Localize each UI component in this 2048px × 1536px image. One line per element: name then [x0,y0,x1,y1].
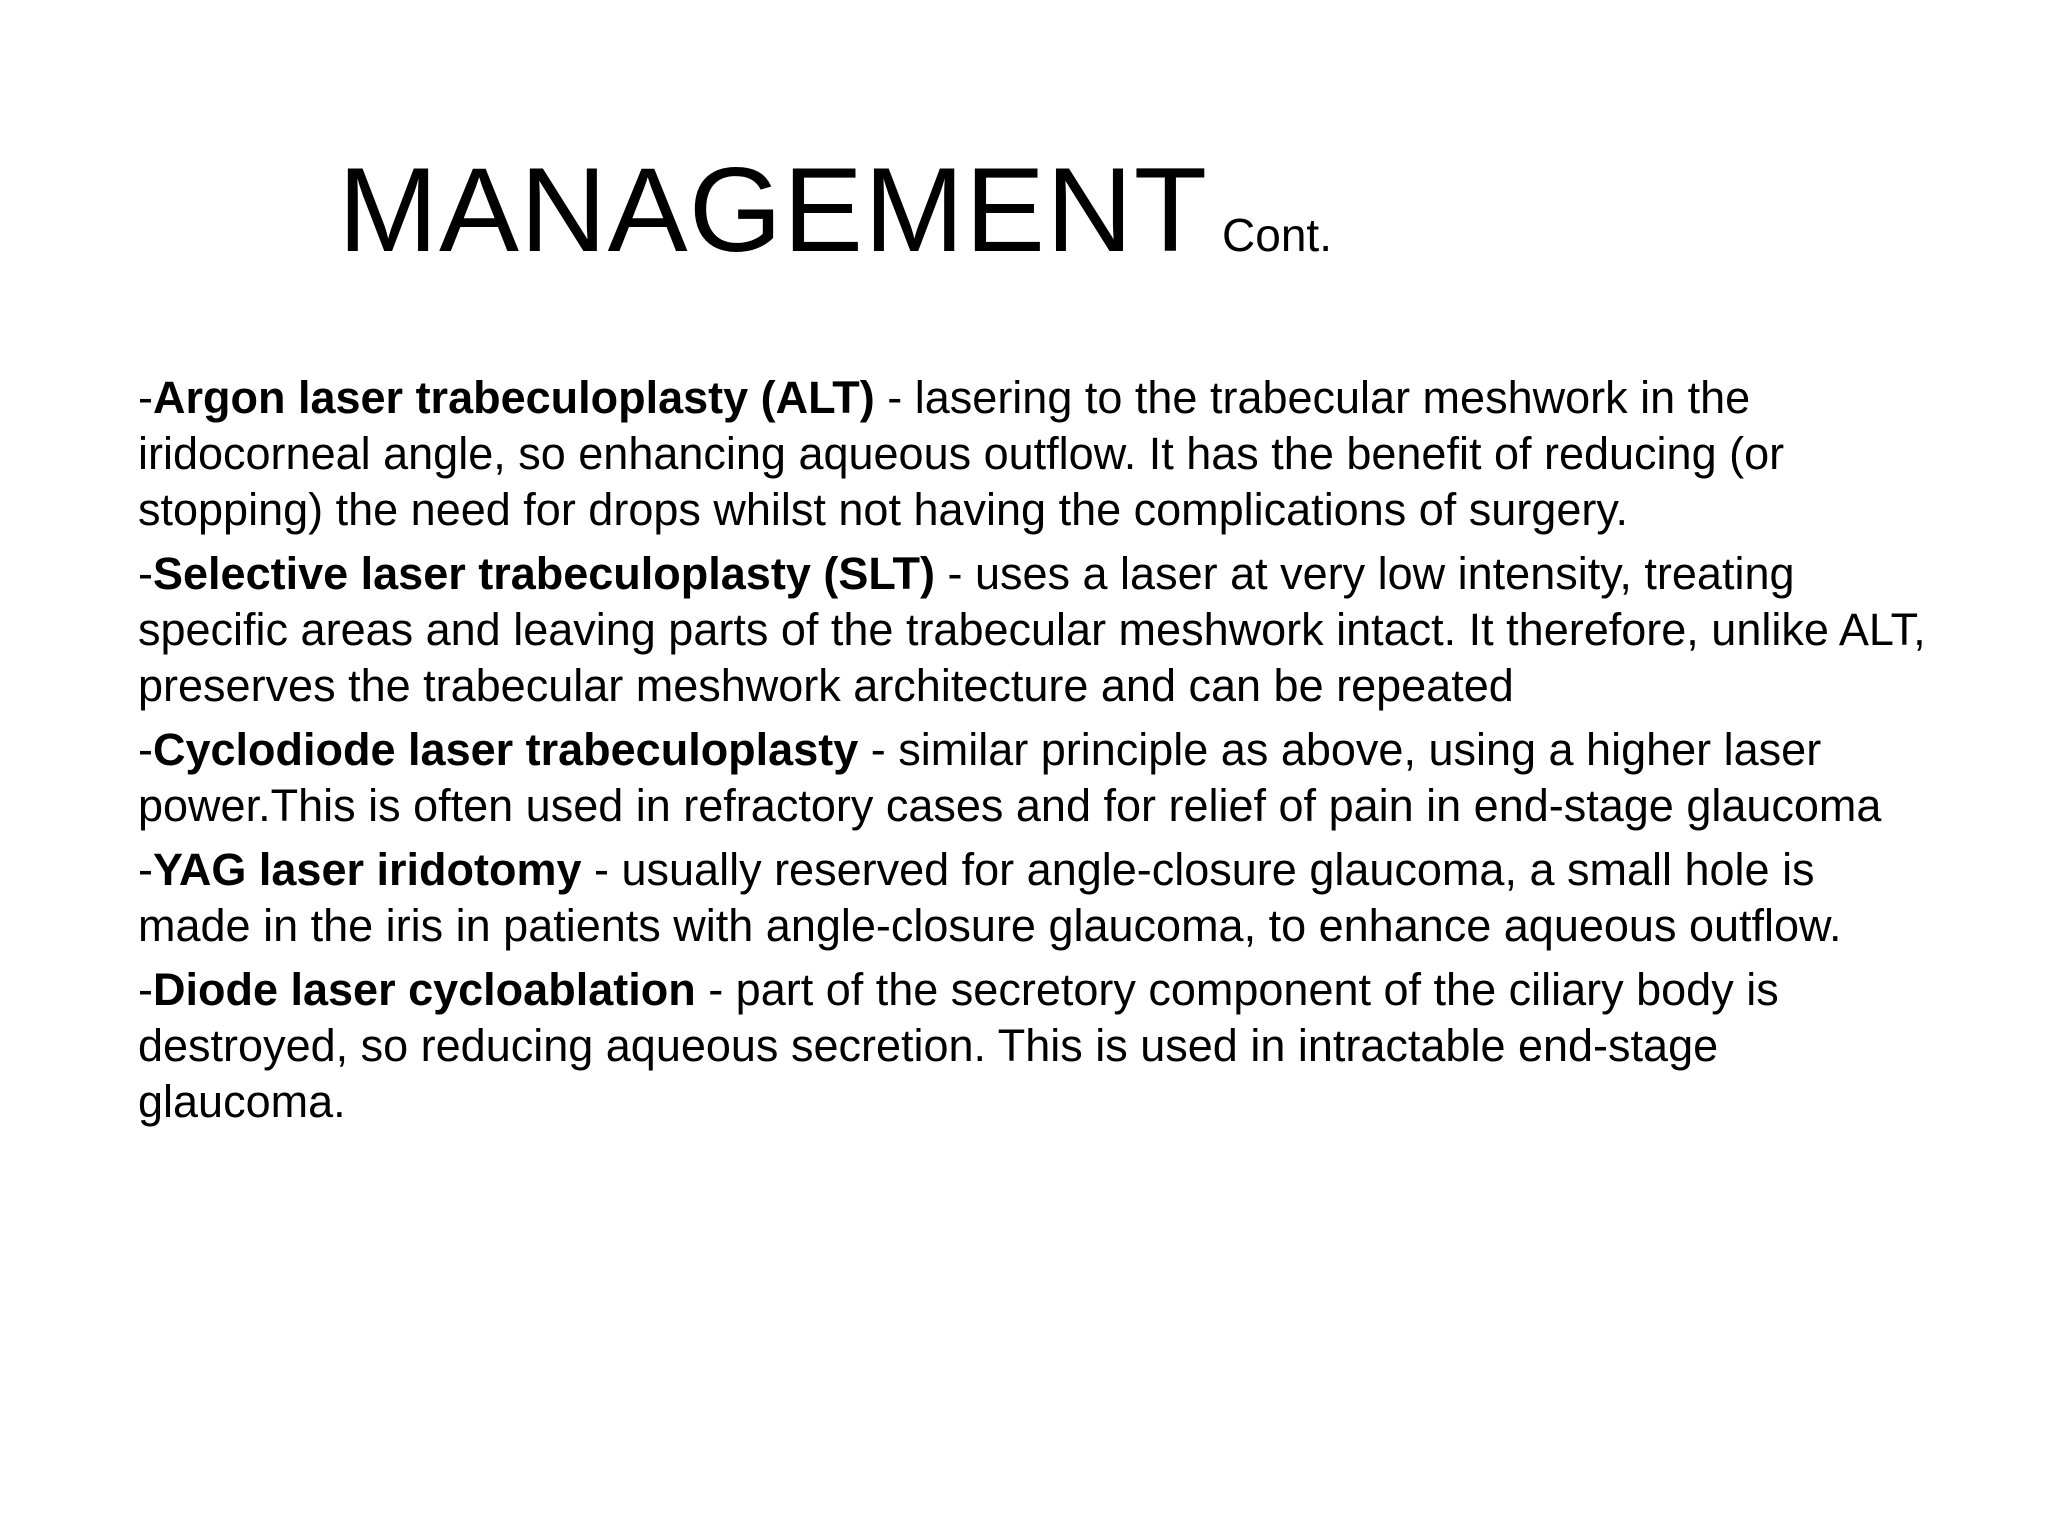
list-item-yag [138,842,1938,954]
item-term: Diode laser cycloablation [153,964,696,1015]
list-item-diode [138,962,1938,1130]
item-term: Selective laser trabeculoplasty (SLT) [153,548,935,599]
item-description: - usually reserved for angle-closure glaucoma, a small hole is made in the iris in patients with angle-closure glaucoma, to enhance aqueous outflow. [138,844,1842,951]
title-suffix: Cont. [1222,209,1332,261]
list-item-alt [138,370,1938,538]
item-prefix: - [138,964,153,1015]
item-prefix: - [138,548,153,599]
item-description: - part of the secretory component of the ciliary body is destroyed, so reducing aqueous secretion. This is used in intractable end-stage glaucoma. [138,964,1779,1127]
item-term: YAG laser iridotomy [153,844,582,895]
item-term: Cyclodiode laser trabeculoplasty [153,724,859,775]
content-list [138,370,1938,1138]
item-description: - lasering to the trabecular meshwork in the iridocorneal angle, so enhancing aqueous outflow. It has the benefit of reducing (or stopping) the need for drops whilst not having the complications of surgery. [138,372,1785,535]
item-description: - similar principle as above, using a higher laser power.This is often used in refractory cases and for relief of pain in end-stage glaucoma [138,724,1882,831]
item-prefix: - [138,844,153,895]
list-item-cyclodiode [138,722,1938,834]
item-term: Argon laser trabeculoplasty (ALT) [153,372,875,423]
item-prefix: - [138,372,153,423]
list-item-slt [138,546,1938,714]
slide-title [338,143,1332,277]
item-prefix: - [138,724,153,775]
title-text: MANAGEMENT [338,143,1209,277]
item-description: - uses a laser at very low intensity, treating specific areas and leaving parts of the trabecular meshwork intact. It therefore, unlike ALT, preserves the trabecular meshwork architecture and can be repeated [138,548,1926,711]
